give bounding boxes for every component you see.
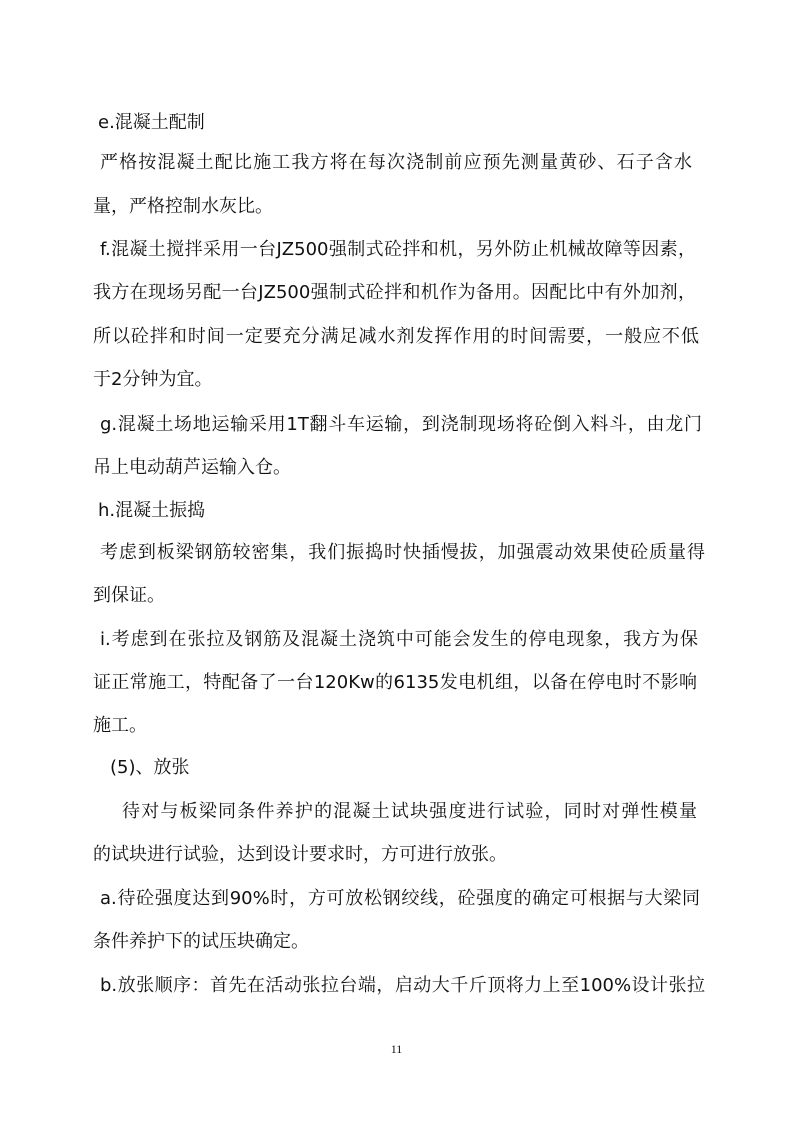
heading-h: h.混凝土振捣 [98,500,206,521]
paragraph-line: 到保证。 [93,585,165,606]
paragraph-line: 吊上电动葫芦运输入仓。 [93,457,291,478]
section-heading: (5)、放张 [110,757,190,778]
page-number: 11 [390,1042,403,1056]
paragraph-line: 量，严格控制水灰比。 [93,196,273,217]
heading-e: e.混凝土配制 [98,112,205,133]
paragraph-line: i.考虑到在张拉及钢筋及混凝土浇筑中可能会发生的停电现象，我方为保 [100,629,698,650]
paragraph-line: b.放张顺序：首先在活动张拉台端，启动大千斤顶将力上至100%设计张拉 [100,975,705,996]
paragraph-line: 我方在现场另配一台JZ500强制式砼拌和机作为备用。因配比中有外加剂， [93,282,696,303]
paragraph-line: 施工。 [93,715,147,736]
paragraph-line: 严格按混凝土配比施工我方将在每次浇制前应预先测量黄砂、石子含水 [100,152,692,173]
paragraph-line: a.待砼强度达到90%时，方可放松钢绞线，砼强度的确定可根据与大梁同 [100,888,700,909]
paragraph-line: 于2分钟为宜。 [93,369,213,390]
paragraph-line: 考虑到板梁钢筋较密集，我们振捣时快插慢拔，加强震动效果使砼质量得 [100,542,705,563]
paragraph-line: 条件养护下的试压块确定。 [93,931,309,952]
paragraph-line: f.混凝土搅拌采用一台JZ500强制式砼拌和机，另外防止机械故障等因素， [100,239,696,260]
paragraph-line: 所以砼拌和时间一定要充分满足减水剂发挥作用的时间需要，一般应不低 [93,326,699,347]
paragraph-line: 的试块进行试验，达到设计要求时，方可进行放张。 [93,844,507,865]
paragraph-line: 证正常施工，特配备了一台120Kw的6135发电机组，以备在停电时不影响 [93,672,697,693]
paragraph-line: 待对与板梁同条件养护的混凝土试块强度进行试验，同时对弹性模量 [122,801,697,822]
paragraph-line: g.混凝土场地运输采用1T翻斗车运输，到浇制现场将砼倒入料斗，由龙门 [100,414,702,435]
